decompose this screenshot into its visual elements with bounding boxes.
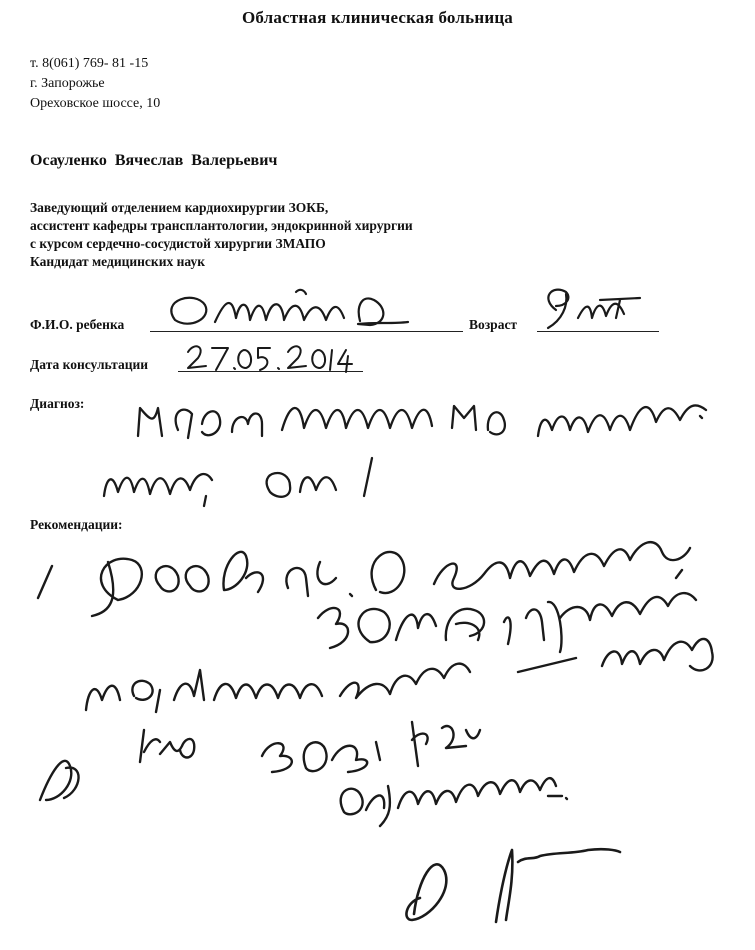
handwritten-diagnosis-line-1 (138, 405, 706, 438)
hospital-phone: т. 8(061) 769- 81 -15 (30, 56, 149, 71)
handwritten-age (548, 290, 640, 328)
handwritten-signature (406, 849, 620, 922)
handwritten-child-name (171, 290, 408, 325)
hospital-street: Ореховское шоссе, 10 (30, 96, 161, 111)
doctor-position-line: Кандидат медицинских наук (30, 254, 205, 269)
doctor-position-line: ассистент кафедры трансплантологии, эндокринной хирургии (30, 218, 413, 233)
date-label: Дата консультации (30, 357, 149, 372)
handwritten-recommendation-line-1 (38, 542, 690, 616)
handwritten-date (188, 346, 352, 372)
child-name-label: Ф.И.О. ребенка (30, 317, 125, 332)
handwritten-recommendation-line-5 (341, 778, 567, 826)
doctor-position-line: Заведующий отделением кардиохирургии ЗОКБ, (30, 200, 329, 215)
handwritten-diagnosis-line-2 (104, 458, 372, 506)
handwritten-recommendation-line-3 (86, 639, 713, 712)
diagnosis-label: Диагноз: (30, 396, 85, 411)
doctor-position-line: с курсом сердечно-сосудистой хирургии ЗМАПО (30, 236, 326, 251)
age-label: Возраст (469, 317, 518, 332)
recommendations-label: Рекомендации: (30, 517, 123, 532)
hospital-city: г. Запорожье (30, 76, 105, 91)
hospital-title: Областная клиническая больница (241, 8, 514, 27)
doctor-name: Осауленко Вячеслав Валерьевич (30, 152, 278, 169)
handwritten-recommendation-line-4 (40, 722, 480, 800)
handwritten-recommendation-line-2 (318, 570, 696, 652)
